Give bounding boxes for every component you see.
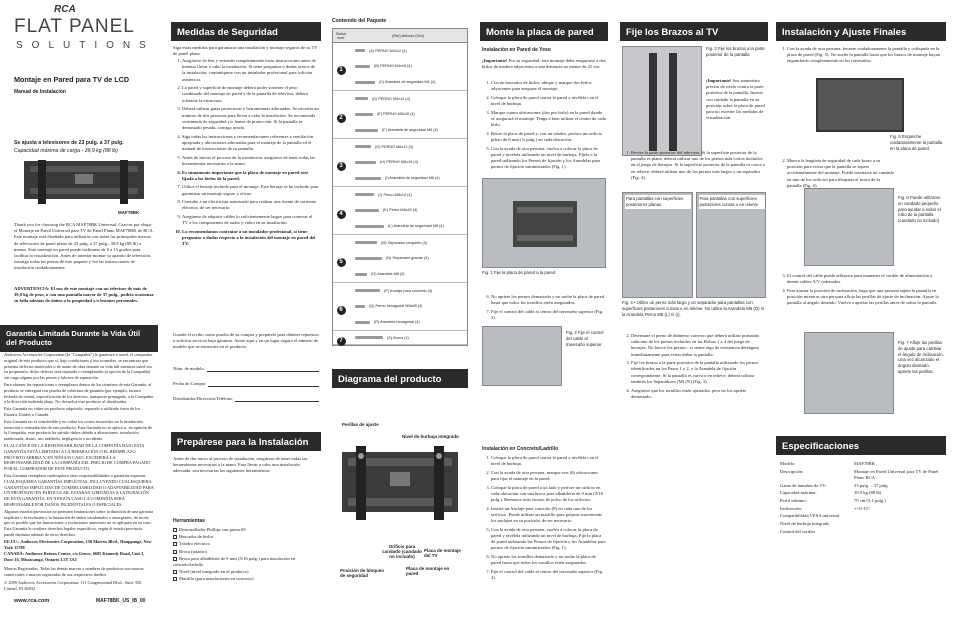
col-ref: (Ref) Artículo (Ctd) — [392, 33, 424, 38]
hardware-item — [355, 239, 467, 246]
hardware-item-label: (A) PERNO M4x12 (4) — [369, 48, 407, 53]
warranty-p1: Audiovox Accessories Corporation (la "Compañía") le garantiza a usted, el comprador original de este producto que si, bajo condiciones y uso normales, se encontrara que presenta defectos materiales o de mano de obra durante su vida útil mientras usted sea su propietario, dicho defecto será reparado o reemplazado (a opción de la Compañía) sin cargo alguno por las piezas y labores de reparación. — [4, 352, 153, 381]
arms-step: 4. Asegúrese que los tornillos estén ajustados, pero no los apriete demasiado. — [631, 388, 766, 400]
prep-header: Prepárese para la Instalación — [171, 432, 321, 451]
label-hole: Orificio para candado (candado no incluido) — [382, 544, 422, 559]
intro-text: Thank you for choosing the RCA MAF78BK Universal. Gracias por elegir el Montaje en Pared Universal para TV de Panel Plano MAF78BK de RCA. Este montaje está diseñado para utilizarse con todas las principales marcas de televisores de panel plano de 23 pulg. a 37 pulg., 39,9 kg (88 lb) o menos. Este montaje en pared puede inclinarse de 0 a 15 grados para facilitar la visualización. Antes de intentar montar su aparato de televisión, extraiga todas las piezas de este paquete y lea las instrucciones de instalación cuidadosamente. — [14, 222, 154, 271]
arms-header: Fije los Brazos al TV — [620, 22, 768, 41]
spec-value: Montaje en Pared Universal para TV de Panel Plano RCA — [854, 468, 939, 480]
fig7-image — [804, 332, 894, 414]
safety-item: 3. Deberá utilizar guías protectoras y herramientas adecuadas. Se necesita un mínimo de dos personas para llevar a cabo la instalación. Se recomienda vestimenta de seguridad y/o lentes de protección. Si la pantalla es demasiado pesada, consiga ayuda. — [182, 106, 319, 131]
col-bolsa: Bolsa núm. — [336, 31, 346, 40]
bag-number — [333, 250, 349, 268]
hardware-item — [355, 127, 467, 134]
fig6-image — [804, 188, 894, 266]
hardware-item-label: (S) Broca (1) — [387, 335, 409, 340]
spec-key: Descripción: — [780, 468, 804, 474]
warranty-header: Garantía Limitada Durante la Vida Útil del Producto — [0, 325, 158, 352]
tool-item[interactable]: Broca para albañilería de 9 mm (5/16 pulg.) para instalación en concreto/ladrillo — [173, 555, 296, 567]
spec-key: Modelo: — [780, 461, 796, 466]
safety-item: 5. Antes de iniciar el proceso de la instalación, asegúrese de tener todas las herramientas necesarias a la mano. — [182, 155, 319, 167]
fig2-caption: Fig. 2 Fije el control del cable al travesaño superior — [566, 330, 604, 347]
spec-value: 23 pulg. – 37 pulg. — [854, 482, 889, 488]
fig3-image — [622, 46, 702, 156]
hardware-item — [355, 175, 467, 182]
safety-item: 8. Consulte a un electricista autorizado para realizar una fuente de corriente eléctrica, de ser necesario. — [182, 199, 319, 211]
model-tag: MAF78BK — [118, 210, 140, 215]
fig1-image — [482, 178, 606, 268]
tools-list — [173, 527, 319, 584]
arms-important — [706, 78, 766, 121]
hardware-item-label: (M) Separador pequeño (4) — [381, 240, 428, 245]
wood-step: 2. Coloque la placa de pared contra la pared y nivélela con el nivel de burbuja. — [491, 95, 606, 107]
arms-step: 3. Fije los brazos a la parte posterior de la pantalla utilizando los pernos identificados en los Pasos 1 y 2, y la Arandela de fijación correspondiente. Si la pantalla es curva o en relieve, deberá utilizar también los Separadores (M) (N) (Fig. 3). — [631, 360, 766, 385]
address-canada: CANADÁ: Audiovox Return Centre, c/o Genco, 6685 Kennedy Road, Unit 3, Door 16, Mississauga, Ontario L5T 3A5 — [4, 551, 145, 563]
concrete-step: 7. Fije el control del cable al centro del travesaño superior (Fig. 2). — [491, 569, 606, 581]
fig4-left-label: Para pantallas con superficies posteriores planas — [625, 195, 691, 209]
address-usa: EE.UU.: Audiovox Electronics Corporation, 150 Marcus Blvd., Hauppauge, New York 11788 — [4, 538, 152, 550]
hardware-row — [333, 91, 467, 139]
specs-table — [780, 461, 944, 536]
fig3-arm-drawing — [623, 47, 703, 157]
hardware-item — [355, 319, 467, 326]
warranty-p5: EL ALCANCE DE LA RESPONSABILIDAD DE LA COMPAÑÍA BAJO ESTA GARANTÍA ESTÁ LIMITADO A LA REPARACIÓN O EL REEMPLAZO PROVISTO ARRIBA Y, EN NINGÚN CASO, EXCEDERÁ LA RESPONSABILIDAD DE LA COMPAÑÍA DEL PRECIO DE COMPRA PAGADO POR EL COMPRADOR DE ESTE PRODUCTO. — [4, 442, 151, 472]
hardware-row — [333, 43, 467, 91]
final-steps-c — [778, 273, 944, 309]
tool-item[interactable]: Destornillador Phillips con punta #3 — [173, 527, 319, 533]
footer-code: MAF78BK_US_IB_00 — [96, 598, 146, 604]
fig6-caption: Fig. 6 Puede utilizarse un candado pequeño para ayudar a evitar el robo de la pantalla (candado no incluido) — [898, 195, 941, 224]
wood-step: 5. Con la ayuda de otra persona, vuelva a colocar la placa de pared y nivélela utilizando un nivel de burbuja. Fíjela a la pared utilizando los Pernos de fijación y los Arandelas para pernos de fijación suministrados (Fig. 1). — [491, 146, 606, 171]
label-plate: Placa de montaje del TV — [424, 548, 461, 558]
safety-item: 6. Es sumamente importante que la placa de montaje en pared esté fijada a los birlos de la pared. — [182, 170, 319, 182]
safety-list — [173, 58, 319, 336]
final-header: Instalación y Ajuste Finales — [776, 22, 946, 41]
label-wall: Placa de montaje en pared — [406, 566, 450, 576]
contents-rows — [333, 43, 467, 345]
diagram-header: Diagrama del producto — [332, 369, 468, 388]
spec-row — [780, 506, 944, 512]
bag-number-badge: 3 — [337, 162, 346, 171]
fig5-image — [816, 78, 904, 132]
field-date[interactable] — [173, 381, 319, 387]
contents-table — [332, 28, 468, 346]
concrete-step: 4. Inserte un Anclaje para concreto (P) en cada uno de los orificios. Puede utilizar un martillo para golpear suavemente los anclajes en su posición, de ser necesario. — [491, 506, 606, 525]
screw-icon — [355, 65, 370, 68]
safety-intro: Siga estas medidas para garantizar una instalación y montaje seguros de su TV de panel plano. — [173, 45, 318, 57]
hardware-item-label: (J) Perno M8x14 (4) — [378, 192, 412, 197]
final-step: 2. Mueva la lengüeta de seguridad de cada brazo a su posición para evitar que la pantalla se separe accidentalmente del montaje. Puede insertarse un candado en uno de los orificios para bloquear el brazo de la pantalla (Fig. 6). — [787, 158, 894, 189]
size-text: Se ajusta a televisores de 23 pulg. a 37 pulg. — [14, 140, 124, 146]
spec-key: Perfil mínimo: — [780, 497, 807, 503]
field-model[interactable] — [173, 366, 319, 372]
hardware-item — [355, 271, 467, 278]
hardware-row — [333, 283, 467, 331]
screw-icon — [355, 241, 377, 244]
concrete-step: 3. Coloque la placa de pared a un lado y perfore un orificio en cada ubicación con una broca para albañilería de 9 mm (5/16 pulg.). Remueva todo exceso de polvo de los orificios. — [491, 485, 606, 504]
specs-header: Especificaciones — [776, 436, 946, 455]
column-wallplate — [480, 0, 608, 618]
fig2-image — [482, 326, 562, 386]
checkbox[interactable] — [173, 550, 177, 554]
final-step: 4. Para ajustar la posición de inclinación, haga que una persona sujete la pantalla en posición mientras otra persona afloja las perillas de ajuste de inclinación. Ajuste la pantalla al ángulo deseado. Vuelva a apretar las perillas antes de soltar la pantalla. — [787, 288, 944, 307]
fig4-right-label: Para pantallas con superficies posteriores curvas o en relieve — [699, 195, 765, 209]
hardware-item-label: (K) Perno M8x40 (4) — [383, 208, 418, 213]
hardware-item — [355, 303, 467, 310]
diagram-image — [340, 442, 460, 522]
fig3-caption: Fig. 3 Fije los brazos a la parte posterior de la pantalla — [706, 46, 765, 57]
hardware-item-label: (O) Arandela M8 (4) — [371, 272, 405, 277]
bag-number — [333, 106, 349, 124]
screw-icon — [355, 129, 378, 132]
fig4-flat — [622, 192, 693, 298]
checkbox[interactable] — [173, 570, 177, 574]
warranty-p6: Esta Garantía reemplaza cualesquiera otras responsabilidades o garantías expresas. CUALESQUIERA GARANTÍAS IMPLÍCITAS, INCLUYENDO CUALESQUIERA GARANTÍAS IMPLÍCITAS DE COMERCIABILIDAD O ADAPTABILIDAD PARA UN PROPÓSITO EN PARTICULAR, ESTARÁN LIMITADAS A LA DURACIÓN DE ESTA GARANTÍA. EN NINGÚN CASO LA COMPAÑÍA SERÁ RESPONSABLE POR DAÑOS INCIDENTALES O ESPECIALES. — [4, 472, 154, 507]
hardware-items — [349, 235, 467, 282]
arms-important-label: ¡Importante! — [706, 78, 732, 83]
hardware-item-label: (Q) Perno hexagonal M8x65 (4) — [369, 304, 423, 309]
wood-step: 1. Con un buscador de birlos, ubique y marque dos birlos adyacentes para asegurar el montaje. — [491, 80, 606, 92]
warranty-p7: Algunos estados/provincias no permiten limitaciones sobre la duración de una garantía implícita o la exclusión o la limitación de daños incidentales o emergentes, de modo que es posible que las limitaciones o exclusiones anteriores no se apliquen en su caso. Esta Garantía le confiere derechos legales específicos, según el estado/provincia, puede disfrutar además de otros derechos. — [4, 508, 154, 537]
checkbox[interactable] — [173, 528, 177, 532]
spec-value — [854, 521, 944, 527]
important-label: ¡Importante! — [482, 58, 508, 63]
doc-title: Montaje en Pared para TV de LCD — [14, 75, 130, 84]
spec-row — [780, 461, 944, 467]
hardware-item — [355, 63, 467, 70]
column-intro — [0, 0, 158, 618]
arms-important-text: Sus suministro preciso de rieslo contra la parte posterior de la pantalla. Inserte con cuidado la pantalla en su posición sobre la placa de pared para no exceder las medidas de visualización. — [706, 78, 765, 121]
spec-value — [854, 513, 944, 519]
fig5-caption: Fig. 5 Enganche cuidadosamente la pantalla en la placa de pared. — [890, 134, 943, 151]
warranty-p2: Para obtener las reparaciones o reemplazos dentro de los términos de esta Garantía, el producto se entregará con prueba de cobertura de garantía (por ejemplo, factura fechada de venta), especificación de los defectos, transporte prepagado, a la Compañía a la dirección indicada abajo. No devuelva este producto al distribuidor. — [4, 381, 153, 405]
screw-icon — [355, 257, 382, 260]
arms-step: 2. Determine el perno de diámetro correcto que deberá utilizar probando cada uno de los pernos incluidos en las Bolsas 1 a 4 del juego de herrajes. No fuerce los pernos - si siente algo de resistencia deténgase inmediatamente para evitar dañar la pantalla. — [631, 333, 766, 358]
screw-icon — [355, 81, 375, 84]
hardware-item-label: (R) Arandela hexagonal (4) — [374, 320, 420, 325]
hardware-items — [349, 331, 467, 344]
label-lock: Posición de bloqueo de seguridad — [340, 568, 385, 578]
screw-icon — [355, 161, 376, 164]
important-text: Por su seguridad, este montaje debe asegurarse a dos birlos de madera adyacentes a una distancia no menor de 41 cm. — [482, 58, 606, 70]
column-safety — [171, 0, 321, 618]
spec-value — [854, 529, 944, 535]
spec-row — [780, 521, 944, 527]
prep-intro: Antes de dar inicio al proceso de instalación, asegúrese de tener todas las herramientas necesarias a la mano. Para llevar a cabo una instalación adecuada, son necesarias las siguientes herramientas: — [173, 456, 308, 474]
hardware-row — [333, 139, 467, 187]
hardware-row — [333, 187, 467, 235]
fig1-caption: Fig. 1 Fije la placa de pared a la pared — [482, 270, 556, 275]
spec-key: Capacidad máxima: — [780, 490, 817, 496]
fig4-image — [622, 192, 766, 298]
wallplate-header: Monte la placa de pared — [480, 22, 608, 41]
spec-key: Compatibilidad VESA universal — [780, 513, 840, 519]
warranty-body — [4, 352, 154, 592]
final-steps-a — [778, 46, 944, 67]
safety-item: 4. Siga todas las instrucciones y recomendaciones referentes a ventilación apropiada y ubicaciones adecuadas para el montaje de la pantalla en el manual de instrucciones de su pantalla. — [182, 134, 319, 153]
spec-row — [780, 498, 944, 504]
safety-item: 7. Utilice el herraje incluido para el montaje. Este herraje se ha incluido para garantizar un montaje seguro y eficaz. — [182, 184, 319, 196]
hardware-item — [355, 47, 467, 54]
product-diagram — [332, 392, 468, 582]
screw-icon — [355, 209, 379, 212]
bag-number-badge: 5 — [337, 258, 346, 267]
hardware-item-label: (B) PERNO M4x16 (4) — [374, 64, 412, 69]
bracket-image — [20, 158, 148, 208]
hardware-item — [355, 143, 467, 150]
spec-key: Nivel de burbuja integrado — [780, 521, 830, 526]
hardware-item-label: (G) PERNO M6x12 (4) — [375, 144, 414, 149]
bag-number-badge: 4 — [337, 210, 346, 219]
hardware-item — [355, 223, 467, 230]
screw-icon — [355, 113, 373, 116]
contents-title: Contenido del Paquete — [332, 18, 387, 24]
logo-line1: FLAT PANEL — [14, 16, 135, 37]
doc-subtitle: Manual de Instalación — [14, 89, 66, 95]
fig4-curved — [696, 192, 767, 298]
warranty-p3: Esta Garantía no cubre un producto adquirido, reparado o utilizado fuera de los Estados Unidos o Canadá. — [4, 406, 141, 417]
screw-icon — [355, 289, 380, 292]
capacity-text: Capacidad máxima de carga - 39,9 kg (88 lb) — [14, 148, 118, 154]
checkbox[interactable] — [173, 577, 177, 581]
safety-item: 10. Lo recomendamos contratar a un instalador profesional, si tiene preguntas o dudas respecto a la instalación del montaje en pared del TV. — [182, 229, 319, 248]
hardware-items — [349, 43, 467, 90]
label-level: Nivel de burbuja integrado — [402, 434, 459, 439]
concrete-step: 1. Coloque la placa de pared contra la pared y nivélela con el nivel de burbuja. — [491, 455, 606, 467]
wood-step: 4. Retire la placa de pared y, con un taladro, perfore un orificio piloto de 6 mm (¼ pulg.) en cada ubicación. — [491, 131, 606, 143]
wood-title: Instalación en Pared de Yeso — [482, 47, 551, 53]
safety-header: Medidas de Seguridad — [171, 22, 321, 41]
tool-item[interactable]: Martillo (para instalaciones en concreto) — [173, 576, 319, 582]
bag-number — [333, 298, 349, 316]
spec-row — [780, 529, 944, 535]
screw-icon — [355, 193, 374, 196]
field-model-label: Núm. de modelo — [173, 366, 204, 371]
tools-title: Herramientas — [173, 518, 205, 524]
checkbox[interactable] — [173, 557, 177, 561]
tool-item[interactable]: Taladro eléctrico — [173, 541, 319, 547]
important-note — [482, 58, 606, 70]
trademarks: Marcas Registradas. Todas las demás marcas y nombres de productos son marcas comerciales o marcas registradas de sus respectivos dueños. — [4, 565, 144, 577]
screw-icon — [355, 49, 365, 52]
arms-step: 1. Revise la parte posterior del televisor. Si la superficie posterior de la pantalla es plana, deberá utilizar uno de los pernos más cortos incluidos en el juego de herrajes. Si la superficie posterior de la pantalla es curva o en relieve, deberá utilizar uno de los pernos más largos y un separador (Fig. 4). — [631, 150, 766, 181]
hardware-item-label: (L) Arandela de seguridad M8 (4) — [388, 224, 444, 229]
field-date-label: Fecha de Compra — [173, 381, 206, 386]
final-steps-b — [778, 158, 894, 191]
field-dealer-label: Distribuidor/Dirección/Teléfono — [173, 396, 233, 401]
spec-row — [780, 490, 944, 496]
wood-steps — [482, 80, 606, 170]
hardware-row — [333, 331, 467, 345]
column-arms — [620, 0, 768, 618]
contents-header-row — [333, 29, 467, 43]
field-dealer[interactable] — [173, 396, 319, 402]
spec-value: MAF78BK — [854, 461, 875, 466]
hardware-item-label: (D) PERNO M5x12 (4) — [372, 96, 410, 101]
screw-icon — [355, 97, 368, 100]
hardware-item — [355, 287, 467, 294]
hardware-row — [333, 235, 467, 283]
bag-number-badge: 2 — [337, 114, 346, 123]
concrete-steps — [482, 455, 606, 610]
tool-item[interactable]: Buscador de birlos — [173, 534, 319, 540]
hardware-items — [349, 139, 467, 186]
safety-item: 1. Asegúrese de leer y entender completamente estas instrucciones antes de intentar llevar a cabo la instalación. Si tiene preguntas o dudas acerca de la instalación, comuníquese con un instalador profesional para solicitar asistencia. — [182, 58, 319, 83]
warning-text: ADVERTENCIA: El uso de este montaje con un televisor de más de 39,9 kg de peso, o con una pantalla mayor de 37 pulg., podría ocasionar su falla además de daños a la propiedad y/o lesiones personales. — [14, 286, 154, 304]
hardware-item-label: (F) Arandela de seguridad M5 (4) — [382, 128, 438, 133]
safety-item: 2. La pared y superficie de montaje deberá poder sostener el peso combinado del montaje en pared y de la pantalla de televisor, deberá tolerarse la estructura. — [182, 85, 319, 104]
spec-key: Inclinación: — [780, 505, 802, 511]
wood-steps-2 — [482, 294, 606, 324]
hardware-item — [355, 111, 467, 118]
spec-row — [780, 469, 944, 481]
screw-icon — [355, 225, 384, 228]
spec-key: Gama de tamaños de TV: — [780, 482, 827, 488]
column-contents — [332, 0, 468, 618]
hardware-item-label: (H) PERNO M6x16 (4) — [380, 160, 418, 165]
hardware-items — [349, 187, 467, 234]
hardware-item-label: (N) Separador grande (4) — [386, 256, 429, 261]
screw-icon — [355, 336, 383, 339]
bag-number — [333, 329, 349, 347]
wood-step: 3. Marque cuatro ubicaciones (dos por birlo) en la pared donde se asegurará el montaje. Tenga a bien utilizar el centro de cada birlo. — [491, 110, 606, 129]
arms-steps-b — [622, 333, 766, 443]
label-screws: Perillas de ajuste — [342, 422, 379, 427]
spec-row — [780, 483, 944, 489]
wood-step: 6. No apriete los pernos demasiado y no suelte la placa de pared hasta que todos los tornillos estén asegurados. — [491, 294, 606, 306]
concrete-title: Instalación en Concreto/Ladrillo — [482, 446, 559, 452]
column-final — [776, 0, 946, 618]
hardware-item — [355, 207, 467, 214]
hardware-item — [355, 95, 467, 102]
screw-icon — [355, 145, 371, 148]
hardware-items — [349, 283, 467, 330]
wood-step: 7. Fije el control del cable al centro del travesaño superior (Fig. 2). — [491, 309, 606, 321]
final-step: 3. El control del cable puede utilizarse para mantener el cordón de alimentación y demás cables A/V ordenados. — [787, 273, 944, 285]
spec-value: 39,9 kg (88 lb) — [854, 490, 882, 496]
arms-steps-a — [622, 150, 766, 183]
hardware-item — [355, 255, 467, 262]
bag-number-badge: 7 — [337, 337, 346, 346]
footer-url[interactable]: www.rca.com — [14, 598, 50, 604]
screw-icon — [355, 321, 370, 324]
hardware-item — [355, 159, 467, 166]
final-step: 1. Con la ayuda de otra persona, levante cuidadosamente la pantalla y colóquela en la placa de pared (Fig. 5). No suelte la pantalla hasta que los brazos de montaje hayan enganchado completamente en los travesaños. — [787, 46, 944, 65]
bag-number — [333, 58, 349, 76]
hardware-item-label: (E) PERNO M5x16 (4) — [377, 112, 415, 117]
hardware-item-label: (C) Arandela de seguridad M4 (4) — [379, 80, 436, 85]
fig1-bracket-drawing — [483, 179, 607, 269]
tool-item[interactable]: Nivel (nivel integrado en el producto) — [173, 569, 319, 575]
screw-icon — [355, 273, 367, 276]
logo-line2: SOLUTIONS — [16, 40, 155, 51]
hardware-item — [355, 191, 467, 198]
concrete-step: 2. Con la ayuda de otra persona, marque seis (6) ubicaciones para fijar el montaje en la pared. — [491, 470, 606, 482]
hardware-item — [355, 334, 467, 341]
spec-row — [780, 513, 944, 519]
screw-icon — [355, 177, 381, 180]
logo-brand: RCA — [54, 4, 76, 15]
spec-value: +/-0-15° — [854, 505, 870, 511]
concrete-step: 6. No apriete los tornillos demasiado y no suelte la placa de pared hasta que todos los tornillos estén asegurados. — [491, 554, 606, 566]
screw-icon — [355, 305, 365, 308]
bag-number-badge: 6 — [337, 306, 346, 315]
bag-number — [333, 154, 349, 172]
checkbox[interactable] — [173, 535, 177, 539]
checkbox[interactable] — [173, 542, 177, 546]
hardware-items — [349, 91, 467, 138]
spec-key: Control del cordón — [780, 528, 815, 534]
hardware-item-label: (P) Anclaje para concreto (4) — [384, 288, 433, 293]
copyright: © 2009 Audiovox Accessories Corporation. 111 Congressional Blvd., Suite 350, Carmel, IN 46032 — [4, 580, 143, 592]
concrete-step: 5. Con la ayuda de otra persona, vuelva a colocar la placa de pared y nivélela utilizando un nivel de burbuja. Fije la placa de pared utilizando los Pernos de fijación y los Arandelas para pernos de fijación suministrados (Fig. 1). — [491, 527, 606, 552]
safety-item: 9. Asegúrese de adquirir cables lo suficientemente largos para conectar el TV a los componentes de audio y video en su instalación. — [182, 214, 319, 226]
bag-number-badge: 1 — [337, 66, 346, 75]
record-note: Guarde el recibo como prueba de su compra y prepárelo para obtener repuestos o solicitar servicio bajo garantía. Anote aquí y en un lugar seguro el número de modelo que se encuentra en el producto. — [173, 332, 319, 350]
hardware-item — [355, 79, 467, 86]
hardware-item-label: (I) Arandela de seguridad M6 (4) — [385, 176, 440, 181]
warranty-p4: Esta Garantía no es transferible y no cubre los costos incurridos en la instalación, remoción o reinstalación de este producto. Esta Garantía no se aplica si, en opinión de la Compañía, este producto ha sufrido daños debido a alteraciones, instalación inadecuada, abuso, uso indebido, negligencia o accidente. — [4, 418, 152, 442]
fig4-caption: Fig. 4 • Utilice un perno más largo y un separador para pantallas con superficies posteriores curvas o en relieve. No utilice la Arandela M6 (O) ni la Arandela Perno M8 (L) ni (I). — [622, 300, 765, 317]
tool-item[interactable]: Broca (taladro) — [173, 549, 319, 555]
spec-value: 79 cm (3,1 pulg.) — [854, 497, 886, 503]
fig7-caption: Fig. 7 Afloje las perillas de ajuste para cambiar el ángulo de inclinación. Una vez alcanzado el ángulo deseado, apriete las perillas. — [898, 340, 944, 374]
bag-number — [333, 202, 349, 220]
